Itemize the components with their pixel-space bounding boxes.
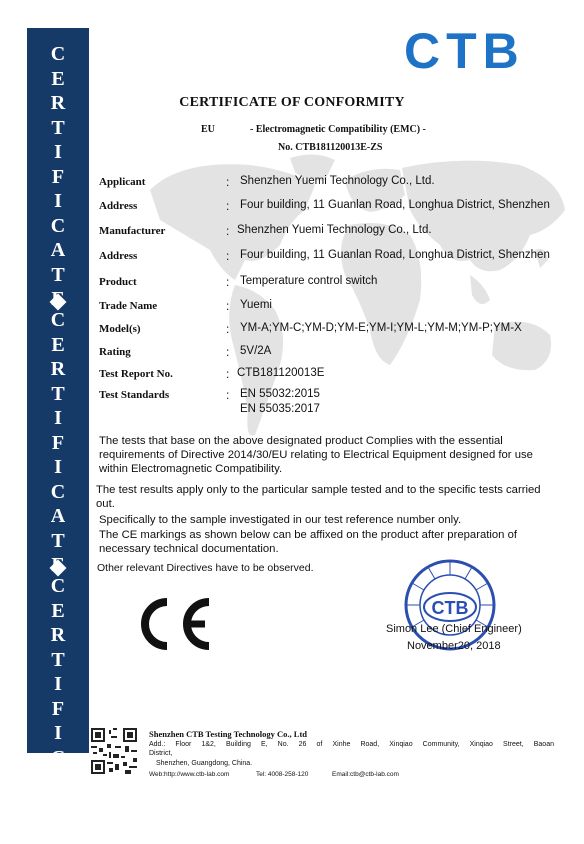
paragraph-other-directives: Other relevant Directives have to be observed. bbox=[97, 562, 314, 574]
footer-address-3: Shenzhen, Guangdong, China. bbox=[156, 760, 253, 767]
field-colon: : bbox=[226, 224, 230, 238]
paragraph-scope-1: The test results apply only to the particular sample tested and to the specific tests carried bbox=[96, 484, 541, 496]
sidebar-word-1: C E R T I F I C A T bbox=[50, 43, 66, 286]
ctb-seal-stamp bbox=[402, 557, 498, 653]
qr-code-icon bbox=[91, 728, 137, 774]
field-value-product: Temperature control switch bbox=[240, 275, 378, 287]
world-map-watermark bbox=[140, 150, 570, 470]
paragraph-compliance-1: The tests that base on the above designated product Complies with the essential bbox=[99, 435, 503, 447]
paragraph-ce-1: The CE markings as shown below can be affixed on the product after preparation of bbox=[99, 529, 518, 541]
field-label-trade-name: Trade Name bbox=[99, 300, 158, 312]
ctb-logo: CTB bbox=[404, 23, 525, 79]
paragraph-compliance-2: requirements of Directive 2014/30/EU relating to Electrical Equipment designed for use bbox=[99, 449, 533, 461]
field-label-manufacturer-address: Address bbox=[99, 250, 138, 262]
footer-email-link[interactable]: Email:ctb@ctb-lab.com bbox=[332, 771, 399, 778]
field-value-test-standard-1: EN 55032:2015 bbox=[240, 388, 320, 400]
field-label-test-report: Test Report No. bbox=[99, 368, 173, 380]
field-label-test-standards: Test Standards bbox=[99, 389, 170, 401]
field-value-test-standard-2: EN 55035:2017 bbox=[240, 403, 320, 415]
field-value-test-report: CTB181120013E bbox=[237, 367, 325, 379]
field-colon: : bbox=[226, 345, 230, 359]
field-colon: : bbox=[226, 299, 230, 313]
field-label-applicant: Applicant bbox=[99, 176, 146, 188]
field-label-address: Address bbox=[99, 200, 138, 212]
signature-date: November20, 2018 bbox=[407, 640, 501, 652]
sidebar-word-2: C E R T I F I C A T bbox=[50, 309, 66, 552]
footer-website-link[interactable]: Web:http://www.ctb-lab.com bbox=[149, 771, 230, 778]
field-colon: : bbox=[226, 367, 230, 381]
footer-address-1: Add.: Floor 1&2, Building E, No. 26 of Xinhe Road, Xinqiao Community, Xinqiao Street, Baoan bbox=[149, 741, 554, 748]
field-colon: : bbox=[226, 175, 230, 189]
field-value-rating: 5V/2A bbox=[240, 345, 272, 357]
footer-telephone: Tel: 4008-258-120 bbox=[256, 771, 309, 778]
field-colon: : bbox=[226, 199, 230, 213]
ce-mark-icon bbox=[135, 594, 213, 654]
field-value-applicant: Shenzhen Yuemi Technology Co., Ltd. bbox=[240, 175, 435, 187]
stamp-text: CTB bbox=[431, 598, 469, 618]
field-colon: : bbox=[226, 249, 230, 263]
field-colon: : bbox=[226, 275, 230, 289]
certificate-number: No. CTB181120013E-ZS bbox=[278, 142, 383, 153]
certificate-title: CERTIFICATE OF CONFORMITY bbox=[179, 95, 405, 110]
footer-company: Shenzhen CTB Testing Technology Co., Ltd bbox=[149, 729, 308, 739]
certificate-sidebar bbox=[27, 28, 89, 842]
paragraph-scope-2: out. bbox=[96, 498, 115, 510]
field-label-models: Model(s) bbox=[99, 323, 141, 335]
field-colon: : bbox=[226, 322, 230, 336]
paragraph-ce-2: necessary technical documentation. bbox=[99, 543, 279, 555]
paragraph-compliance-3: within Electromagnetic Compatibility. bbox=[99, 463, 283, 475]
field-value-address: Four building, 11 Guanlan Road, Longhua District, Shenzhen bbox=[240, 199, 550, 211]
sidebar-word-3: C E R T I F I C A T E bbox=[50, 575, 66, 842]
field-value-manufacturer-address: Four building, 11 Guanlan Road, Longhua District, Shenzhen bbox=[240, 249, 550, 261]
region-label: EU bbox=[201, 124, 215, 135]
field-value-models: YM-A;YM-C;YM-D;YM-E;YM-I;YM-L;YM-M;YM-P;YM-X bbox=[240, 322, 522, 334]
field-colon: : bbox=[226, 388, 230, 402]
field-label-rating: Rating bbox=[99, 346, 131, 358]
field-value-manufacturer: Shenzhen Yuemi Technology Co., Ltd. bbox=[237, 224, 432, 236]
directive-line: - Electromagnetic Compatibility (EMC) - bbox=[250, 124, 426, 135]
footer-address-2: District, bbox=[149, 750, 173, 757]
signatory-name: Simon Lee (Chief Engineer) bbox=[386, 623, 522, 635]
paragraph-sample: Specifically to the sample investigated in our test reference number only. bbox=[99, 514, 462, 526]
field-label-manufacturer: Manufacturer bbox=[99, 225, 166, 237]
field-label-product: Product bbox=[99, 276, 137, 288]
field-value-trade-name: Yuemi bbox=[240, 299, 272, 311]
